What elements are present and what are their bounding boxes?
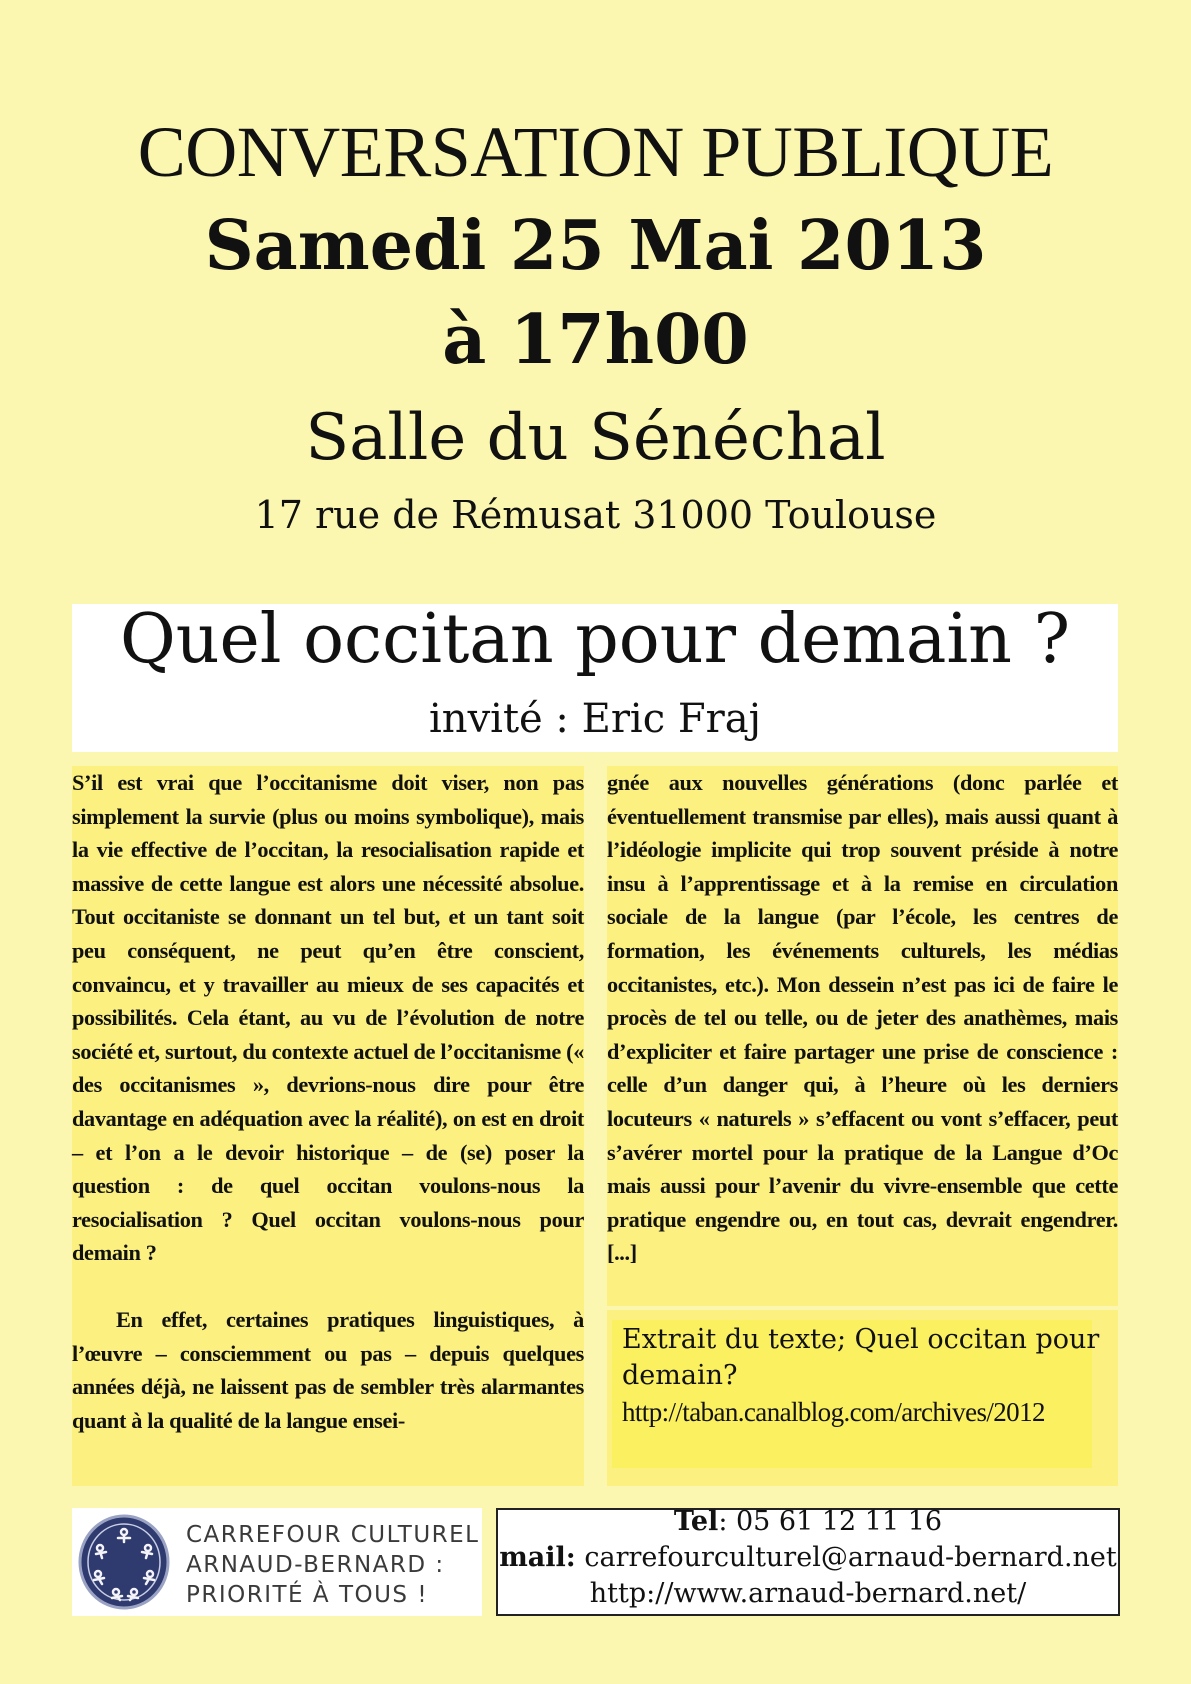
event-type-heading: CONVERSATION PUBLIQUE bbox=[137, 112, 1054, 192]
phone-label: Tel bbox=[673, 1506, 719, 1537]
organizer-slogan: PRIORITÉ À TOUS ! bbox=[186, 1582, 429, 1608]
topic-title: Quel occitan pour demain ? bbox=[119, 600, 1071, 679]
body-column-left bbox=[72, 766, 584, 1486]
body-column-right bbox=[607, 766, 1118, 1306]
event-venue: Salle du Sénéchal bbox=[305, 401, 886, 475]
event-date: Samedi 25 Mai 2013 bbox=[204, 206, 987, 286]
phone-line bbox=[496, 1504, 1120, 1540]
phone-number[interactable]: : 05 61 12 11 16 bbox=[718, 1506, 943, 1537]
email-address[interactable]: carrefourculturel@arnaud-bernard.net bbox=[575, 1542, 1117, 1573]
email-label: mail: bbox=[499, 1542, 576, 1573]
body-paragraph: En effet, certaines pratiques linguistiques, à l’œuvre – consciemment ou pas – depuis quelques années déjà, ne laissent pas de sembler très alarmantes quant à la qualité de la langue ensei- bbox=[72, 1306, 584, 1433]
organizer-name-line: CARREFOUR CULTUREL bbox=[186, 1522, 480, 1548]
organizer-name bbox=[186, 1520, 480, 1610]
event-time: à 17h00 bbox=[442, 300, 749, 380]
body-paragraph: gnée aux nouvelles générations (donc parlée et éventuellement transmise par elles), mais aussi quant à l’idéologie implicite qui trop souvent préside à notre insu à l’apprentissage et à la remise en circulation sociale de la langue (par l’école, les centres de formation, les événements culturels, les médias occitanistes, etc.). Mon dessein n’est pas ici de faire le procès de tel ou telle, ou de jeter des anathèmes, mais d’expliciter et faire partager une prise de conscience : celle d’un danger qui, à l’heure où les derniers locuteurs « naturels » s’effacent ou vont s’effacer, peut s’avérer mortel pour la pratique de la Langue d’Oc mais aussi pour l’avenir du vivre-ensemble que cette pratique engendre ou, en tout cas, devrait engendrer. [...] bbox=[607, 770, 1118, 1266]
website-link[interactable]: http://www.arnaud-bernard.net/ bbox=[589, 1578, 1027, 1609]
organizer-name-line: ARNAUD-BERNARD : bbox=[186, 1552, 445, 1578]
dancers-emblem-icon bbox=[76, 1512, 172, 1612]
event-address: 17 rue de Rémusat 31000 Toulouse bbox=[254, 493, 937, 537]
paragraph-spacer bbox=[72, 1270, 584, 1303]
extract-caption: Extrait du texte; Quel occitan pour demain? bbox=[622, 1324, 1100, 1391]
email-line bbox=[496, 1540, 1120, 1576]
body-paragraph: S’il est vrai que l’occitanisme doit viser, non pas simplement la survie (plus ou moins symbolique), mais la vie effective de l’occitan, la resocialisation rapide et massive de cette langue est alors une nécessité absolue. Tout occitaniste se donnant un tel but, et un tant soit peu conséquent, ne peut qu’en être conscient, convaincu, et y travailler au mieux de ses capacités et possibilités. Cela étant, au vu de l’évolution de notre société et, surtout, du contexte actuel de l’occitanisme (« des occitanismes », devrions-nous dire pour être davantage en adéquation avec la réalité), on est en droit – et l’on a le devoir historique – de (se) poser la question : de quel occitan voulons-nous la resocialisation ? Quel occitan voulons-nous pour demain ? bbox=[72, 770, 584, 1266]
extract-link[interactable]: http://taban.canalblog.com/archives/2012 bbox=[622, 1397, 1045, 1427]
guest-line: invité : Eric Fraj bbox=[429, 696, 761, 742]
